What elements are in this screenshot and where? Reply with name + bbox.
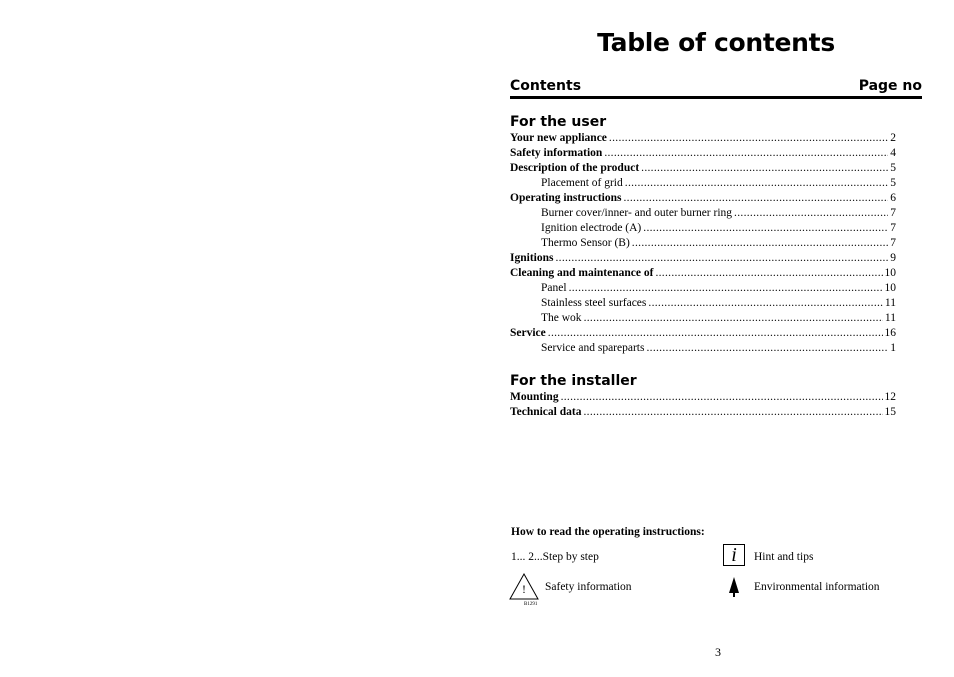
info-icon: i: [723, 544, 745, 566]
dot-leader: [604, 146, 888, 161]
toc-entry-page: 2: [890, 132, 896, 144]
dot-leader: [632, 236, 888, 251]
contents-label: Contents: [510, 78, 582, 94]
toc-entry-page: 5: [890, 177, 896, 189]
toc-entry-page: 9: [890, 252, 896, 264]
safety-info-label: Safety information: [545, 581, 632, 593]
page-no-label: Page no: [858, 78, 922, 94]
toc-entry-page: 15: [884, 406, 896, 418]
toc-entry-page: 7: [890, 207, 896, 219]
toc-entry-page: 10: [884, 282, 896, 294]
toc-entry-label: Ignition electrode (A): [541, 222, 642, 234]
toc-entry-page: 10: [884, 267, 896, 279]
toc-entry-page: 11: [884, 297, 896, 309]
toc-entry-page: 1: [890, 342, 896, 354]
toc-entry-label: Service: [510, 327, 546, 339]
toc-entry: [510, 405, 896, 420]
warning-triangle-icon: [509, 573, 539, 600]
toc-entry-page: 11: [884, 312, 896, 324]
dot-leader: [609, 131, 888, 146]
toc-entry: [510, 326, 896, 341]
howto-title: How to read the operating instructions:: [511, 526, 705, 538]
toc-entry: [510, 191, 896, 206]
tree-icon: [728, 576, 740, 598]
dot-leader: [561, 390, 883, 405]
dot-leader: [583, 405, 882, 420]
toc-entry-page: 12: [884, 391, 896, 403]
dot-leader: [548, 326, 883, 341]
icon-code: B1291: [524, 602, 538, 607]
toc-entry-label: Mounting: [510, 391, 559, 403]
dot-leader: [624, 191, 889, 206]
page-number: 3: [715, 645, 721, 659]
dot-leader: [641, 161, 888, 176]
toc-entry: [510, 311, 896, 326]
toc-entry-label: Technical data: [510, 406, 582, 418]
dot-leader: [734, 206, 888, 221]
toc-entry: [510, 176, 896, 191]
toc-entry-label: Safety information: [510, 147, 603, 159]
dot-leader: [625, 176, 888, 191]
toc-entry: [510, 390, 896, 405]
toc-entry: [510, 161, 896, 176]
hint-tips-label: Hint and tips: [754, 551, 814, 563]
toc-entry: [510, 341, 896, 356]
toc-entry: [510, 146, 896, 161]
toc-entry-label: Service and spareparts: [541, 342, 645, 354]
toc-entry: [510, 206, 896, 221]
toc-entry-label: Your new appliance: [510, 132, 607, 144]
toc-entry: [510, 221, 896, 236]
section-heading-user: For the user: [510, 114, 607, 130]
dot-leader: [555, 251, 888, 266]
toc-entry-page: 16: [884, 327, 896, 339]
toc-entry: [510, 251, 896, 266]
toc-entry-label: Stainless steel surfaces: [541, 297, 647, 309]
toc-entry-label: Cleaning and maintenance of: [510, 267, 654, 279]
toc-entry-page: 4: [890, 147, 896, 159]
toc-entry-label: Thermo Sensor (B): [541, 237, 630, 249]
environmental-info-label: Environmental information: [754, 581, 880, 593]
dot-leader: [569, 281, 883, 296]
toc-user-list: [510, 131, 896, 356]
dot-leader: [646, 341, 888, 356]
toc-entry-label: Description of the product: [510, 162, 640, 174]
toc-entry-label: Placement of grid: [541, 177, 623, 189]
toc-entry-page: 6: [890, 192, 896, 204]
toc-entry-page: 7: [890, 222, 896, 234]
step-by-step-label: 1... 2...Step by step: [511, 551, 599, 563]
dot-leader: [655, 266, 882, 281]
dot-leader: [584, 311, 883, 326]
toc-entry-page: 7: [890, 237, 896, 249]
contents-header: [510, 78, 922, 99]
toc-entry-label: Operating instructions: [510, 192, 622, 204]
dot-leader: [648, 296, 883, 311]
toc-entry: [510, 281, 896, 296]
toc-installer-list: [510, 390, 896, 420]
warning-mark: !: [522, 582, 526, 596]
toc-entry-label: The wok: [541, 312, 582, 324]
dot-leader: [643, 221, 888, 236]
toc-entry-label: Burner cover/inner- and outer burner ring: [541, 207, 733, 219]
toc-entry: [510, 236, 896, 251]
toc-entry: [510, 131, 896, 146]
toc-entry: [510, 266, 896, 281]
section-heading-installer: For the installer: [510, 373, 637, 389]
page-title: Table of contents: [597, 28, 835, 57]
toc-entry-label: Panel: [541, 282, 567, 294]
toc-entry: [510, 296, 896, 311]
toc-entry-label: Ignitions: [510, 252, 554, 264]
toc-entry-page: 5: [890, 162, 896, 174]
